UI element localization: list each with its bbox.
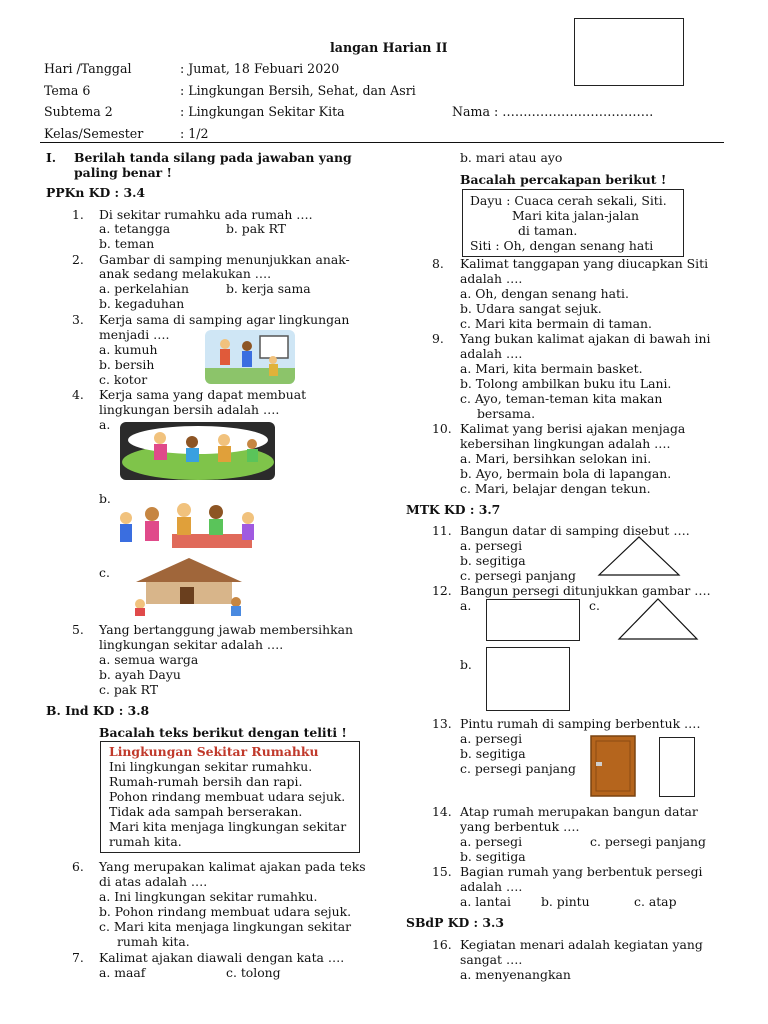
q11-option-a: a. persegi — [460, 538, 523, 553]
q10-number: 10. — [432, 421, 452, 436]
q5-option-a: a. semua warga — [99, 652, 199, 667]
rectangle-shape-q13 — [659, 737, 695, 797]
story-title: Lingkungan Sekitar Rumahku — [109, 744, 319, 759]
q8-text-cont: adalah …. — [460, 271, 523, 286]
sbdp-heading: SBdP KD : 3.3 — [406, 915, 504, 930]
square-shape-b — [486, 647, 570, 711]
q10-option-b: b. Ayo, bermain bola di lapangan. — [460, 466, 672, 481]
q2-text-cont: anak sedang melakukan …. — [99, 266, 272, 281]
q11-option-b: b. segitiga — [460, 553, 526, 568]
q13-option-c: c. persegi panjang — [460, 761, 576, 776]
section-number: I. — [46, 150, 57, 165]
q3-option-a: a. kumuh — [99, 342, 158, 357]
q8-option-c: c. Mari kita bermain di taman. — [460, 316, 652, 331]
q12-number: 12. — [432, 583, 452, 598]
instruction-cont: paling benar ! — [74, 165, 172, 180]
q15-option-b: b. pintu — [541, 894, 590, 909]
q4-option-c: c. — [99, 565, 110, 580]
q8-text: Kalimat tanggapan yang diucapkan Siti — [460, 256, 709, 271]
q6-text: Yang merupakan kalimat ajakan pada teks — [99, 859, 366, 874]
q9-text: Yang bukan kalimat ajakan di bawah ini — [460, 331, 711, 346]
story-line-1: Ini lingkungan sekitar rumahku. — [109, 759, 313, 774]
photo-box — [574, 18, 684, 86]
tema-value: : Lingkungan Bersih, Sehat, dan Asri — [180, 83, 416, 98]
q8-option-b: b. Udara sangat sejuk. — [460, 301, 602, 316]
kelas-value: : 1/2 — [180, 126, 209, 141]
q16-text-cont: sangat …. — [460, 952, 523, 967]
q8-option-a: a. Oh, dengan senang hati. — [460, 286, 629, 301]
read-instruction: Bacalah teks berikut dengan teliti ! — [99, 725, 347, 740]
q11-option-c: c. persegi panjang — [460, 568, 576, 583]
q14-option-b: b. segitiga — [460, 849, 526, 864]
q2-text: Gambar di samping menunjukkan anak- — [99, 252, 350, 267]
q13-option-a: a. persegi — [460, 731, 523, 746]
q16-option-a: a. menyenangkan — [460, 967, 571, 982]
mtk-heading: MTK KD : 3.7 — [406, 502, 501, 517]
q13-number: 13. — [432, 716, 452, 731]
q15-text-cont: adalah …. — [460, 879, 523, 894]
q9-option-c: c. Ayo, teman-teman kita makan — [460, 391, 663, 406]
story-line-4: Tidak ada sampah berserakan. — [109, 804, 303, 819]
q12-option-a: a. — [460, 598, 472, 613]
q11-text: Bangun datar di samping disebut …. — [460, 523, 690, 538]
q3-text-cont: menjadi …. — [99, 327, 170, 342]
q14-number: 14. — [432, 804, 452, 819]
q15-number: 15. — [432, 864, 452, 879]
q15-option-a: a. lantai — [460, 894, 511, 909]
q4-option-b: b. — [99, 491, 111, 506]
q4-number: 4. — [72, 387, 84, 402]
q4-text-cont: lingkungan bersih adalah …. — [99, 402, 280, 417]
conversation-instruction: Bacalah percakapan berikut ! — [460, 172, 667, 187]
q1-option-b: b. teman — [99, 236, 155, 251]
q5-text: Yang bertanggung jawab membersihkan — [99, 622, 353, 637]
q10-option-c: c. Mari, belajar dengan tekun. — [460, 481, 651, 496]
q14-text-cont: yang berbentuk …. — [460, 819, 580, 834]
q9-option-a: a. Mari, kita bermain basket. — [460, 361, 643, 376]
tema-label: Tema 6 — [44, 83, 91, 98]
page-title: langan Harian II — [330, 40, 448, 55]
q15-text: Bagian rumah yang berbentuk persegi — [460, 864, 703, 879]
instruction: Berilah tanda silang pada jawaban yang — [74, 150, 352, 165]
hari-label: Hari /Tanggal — [44, 61, 132, 76]
subtema-label: Subtema 2 — [44, 104, 113, 119]
q16-text: Kegiatan menari adalah kegiatan yang — [460, 937, 703, 952]
q5-text-cont: lingkungan sekitar adalah …. — [99, 637, 284, 652]
story-line-2: Rumah-rumah bersih dan rapi. — [109, 774, 303, 789]
q6-option-c-cont: rumah kita. — [117, 934, 190, 949]
children-studying-illustration — [112, 496, 272, 554]
q6-option-a: a. Ini lingkungan sekitar rumahku. — [99, 889, 318, 904]
rectangle-shape-a — [486, 599, 580, 641]
q12-text: Bangun persegi ditunjukkan gambar …. — [460, 583, 711, 598]
q10-text: Kalimat yang berisi ajakan menjaga — [460, 421, 686, 436]
q10-text-cont: kebersihan lingkungan adalah …. — [460, 436, 671, 451]
q7-number: 7. — [72, 950, 84, 965]
q5-option-c: c. pak RT — [99, 682, 158, 697]
q7-option-b: b. mari atau ayo — [460, 150, 563, 165]
q6-number: 6. — [72, 859, 84, 874]
q9-option-c-cont: bersama. — [477, 406, 536, 421]
triangle-shape-c — [616, 597, 700, 641]
q4-text: Kerja sama yang dapat membuat — [99, 387, 307, 402]
q1-text: Di sekitar rumahku ada rumah …. — [99, 207, 313, 222]
q14-option-c: c. persegi panjang — [590, 834, 706, 849]
q3-option-c: c. kotor — [99, 372, 148, 387]
nama-field: Nama : ……………………………… — [452, 104, 654, 119]
q11-number: 11. — [432, 523, 452, 538]
conversation-line-3: di taman. — [518, 223, 578, 238]
q7-option-a: a. maaf — [99, 965, 146, 980]
q1-option-b-right: b. pak RT — [226, 221, 286, 236]
q6-option-b: b. Pohon rindang membuat udara sejuk. — [99, 904, 352, 919]
q7-option-c: c. tolong — [226, 965, 281, 980]
q7-text: Kalimat ajakan diawali dengan kata …. — [99, 950, 345, 965]
story-line-5: Mari kita menjaga lingkungan sekitar — [109, 819, 347, 834]
q14-option-a: a. persegi — [460, 834, 523, 849]
q13-text: Pintu rumah di samping berbentuk …. — [460, 716, 701, 731]
q13-option-b: b. segitiga — [460, 746, 526, 761]
q8-number: 8. — [432, 256, 444, 271]
q14-text: Atap rumah merupakan bangun datar — [460, 804, 698, 819]
q3-option-b: b. bersih — [99, 357, 155, 372]
hari-value: : Jumat, 18 Febuari 2020 — [180, 61, 340, 76]
q3-number: 3. — [72, 312, 84, 327]
q2-option-b: b. kegaduhan — [99, 296, 185, 311]
cleaning-illustration — [205, 330, 295, 384]
house-cleaning-illustration — [124, 554, 254, 616]
kelas-label: Kelas/Semester — [44, 126, 144, 141]
q1-option-a: a. tetangga — [99, 221, 171, 236]
q9-text-cont: adalah …. — [460, 346, 523, 361]
q9-number: 9. — [432, 331, 444, 346]
children-playing-illustration — [120, 422, 275, 480]
q2-option-a: a. perkelahian — [99, 281, 189, 296]
q12-option-b: b. — [460, 657, 472, 672]
conversation-line-2: Mari kita jalan-jalan — [512, 208, 639, 223]
conversation-line-4: Siti : Oh, dengan senang hati — [470, 238, 654, 253]
subtema-value: : Lingkungan Sekitar Kita — [180, 104, 345, 119]
door-illustration — [590, 735, 636, 797]
q12-option-c: c. — [589, 598, 600, 613]
q9-option-b: b. Tolong ambilkan buku itu Lani. — [460, 376, 672, 391]
q4-option-a: a. — [99, 417, 111, 432]
conversation-line-1: Dayu : Cuaca cerah sekali, Siti. — [470, 193, 667, 208]
q16-number: 16. — [432, 937, 452, 952]
q6-text-cont: di atas adalah …. — [99, 874, 208, 889]
q6-option-c: c. Mari kita menjaga lingkungan sekitar — [99, 919, 352, 934]
q3-text: Kerja sama di samping agar lingkungan — [99, 312, 350, 327]
q10-option-a: a. Mari, bersihkan selokan ini. — [460, 451, 652, 466]
story-line-6: rumah kita. — [109, 834, 182, 849]
q1-number: 1. — [72, 207, 84, 222]
triangle-shape-q11 — [596, 535, 682, 577]
q2-number: 2. — [72, 252, 84, 267]
q2-option-b-right: b. kerja sama — [226, 281, 311, 296]
q15-option-c: c. atap — [634, 894, 677, 909]
story-line-3: Pohon rindang membuat udara sejuk. — [109, 789, 346, 804]
header-divider — [40, 142, 724, 143]
bind-heading: B. Ind KD : 3.8 — [46, 703, 150, 718]
q5-option-b: b. ayah Dayu — [99, 667, 181, 682]
ppkn-heading: PPKn KD : 3.4 — [46, 185, 145, 200]
q5-number: 5. — [72, 622, 84, 637]
